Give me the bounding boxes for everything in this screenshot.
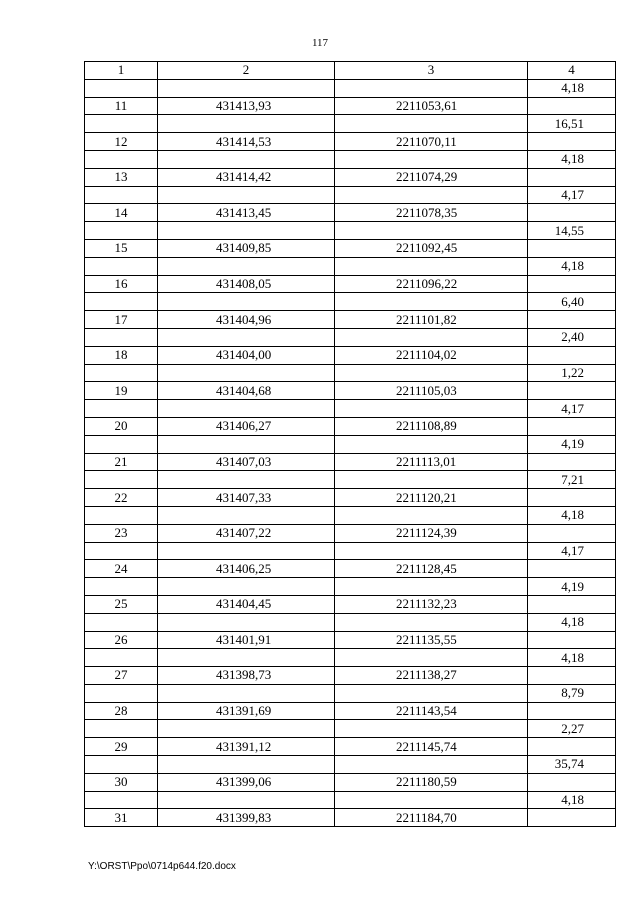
x-coordinate-cell bbox=[158, 506, 335, 524]
distance-cell: 16,51 bbox=[528, 115, 616, 133]
table-row bbox=[85, 150, 616, 168]
point-number-cell bbox=[85, 756, 158, 774]
distance-cell bbox=[528, 97, 616, 115]
y-coordinate-cell: 2211104,02 bbox=[335, 346, 528, 364]
distance-cell: 6,40 bbox=[528, 293, 616, 311]
table-header-row bbox=[85, 62, 616, 80]
distance-cell: 1,22 bbox=[528, 364, 616, 382]
x-coordinate-cell bbox=[158, 328, 335, 346]
point-number-cell bbox=[85, 613, 158, 631]
distance-cell: 4,18 bbox=[528, 257, 616, 275]
point-number-cell bbox=[85, 435, 158, 453]
distance-cell: 4,17 bbox=[528, 400, 616, 418]
x-coordinate-cell: 431407,33 bbox=[158, 489, 335, 507]
distance-cell: 4,18 bbox=[528, 613, 616, 631]
point-number-cell bbox=[85, 257, 158, 275]
table-row bbox=[85, 346, 616, 364]
table-row bbox=[85, 684, 616, 702]
x-coordinate-cell: 431404,00 bbox=[158, 346, 335, 364]
table-row bbox=[85, 328, 616, 346]
distance-cell bbox=[528, 168, 616, 186]
table-row bbox=[85, 168, 616, 186]
point-number-cell bbox=[85, 79, 158, 97]
x-coordinate-cell bbox=[158, 578, 335, 596]
distance-cell bbox=[528, 595, 616, 613]
y-coordinate-cell: 2211096,22 bbox=[335, 275, 528, 293]
distance-cell bbox=[528, 702, 616, 720]
point-number-cell: 16 bbox=[85, 275, 158, 293]
table-row bbox=[85, 239, 616, 257]
table-row bbox=[85, 453, 616, 471]
distance-cell: 4,17 bbox=[528, 186, 616, 204]
distance-cell bbox=[528, 809, 616, 827]
table-row bbox=[85, 489, 616, 507]
distance-cell: 2,40 bbox=[528, 328, 616, 346]
x-coordinate-cell: 431391,69 bbox=[158, 702, 335, 720]
x-coordinate-cell: 431414,53 bbox=[158, 133, 335, 151]
x-coordinate-cell: 431409,85 bbox=[158, 239, 335, 257]
y-coordinate-cell: 2211070,11 bbox=[335, 133, 528, 151]
table-row bbox=[85, 809, 616, 827]
y-coordinate-cell: 2211120,21 bbox=[335, 489, 528, 507]
x-coordinate-cell: 431407,22 bbox=[158, 524, 335, 542]
point-number-cell bbox=[85, 684, 158, 702]
y-coordinate-cell bbox=[335, 435, 528, 453]
y-coordinate-cell bbox=[335, 257, 528, 275]
table-row bbox=[85, 542, 616, 560]
y-coordinate-cell: 2211135,55 bbox=[335, 631, 528, 649]
point-number-cell: 18 bbox=[85, 346, 158, 364]
x-coordinate-cell bbox=[158, 684, 335, 702]
point-number-cell bbox=[85, 364, 158, 382]
distance-cell: 4,18 bbox=[528, 506, 616, 524]
table-row bbox=[85, 560, 616, 578]
y-coordinate-cell: 2211138,27 bbox=[335, 667, 528, 685]
column-header: 1 bbox=[85, 62, 158, 80]
table-row bbox=[85, 524, 616, 542]
x-coordinate-cell: 431413,93 bbox=[158, 97, 335, 115]
point-number-cell: 19 bbox=[85, 382, 158, 400]
distance-cell bbox=[528, 417, 616, 435]
x-coordinate-cell bbox=[158, 79, 335, 97]
y-coordinate-cell bbox=[335, 400, 528, 418]
distance-cell bbox=[528, 453, 616, 471]
file-path-footer: Y:\ORST\Ppo\0714p644.f20.docx bbox=[88, 861, 236, 872]
table-row bbox=[85, 293, 616, 311]
point-number-cell: 11 bbox=[85, 97, 158, 115]
point-number-cell: 24 bbox=[85, 560, 158, 578]
point-number-cell: 25 bbox=[85, 595, 158, 613]
y-coordinate-cell: 2211074,29 bbox=[335, 168, 528, 186]
y-coordinate-cell bbox=[335, 328, 528, 346]
y-coordinate-cell bbox=[335, 186, 528, 204]
y-coordinate-cell bbox=[335, 506, 528, 524]
y-coordinate-cell: 2211101,82 bbox=[335, 311, 528, 329]
x-coordinate-cell bbox=[158, 400, 335, 418]
table-row bbox=[85, 702, 616, 720]
table-row bbox=[85, 79, 616, 97]
distance-cell: 35,74 bbox=[528, 756, 616, 774]
y-coordinate-cell: 2211143,54 bbox=[335, 702, 528, 720]
x-coordinate-cell bbox=[158, 791, 335, 809]
distance-cell bbox=[528, 275, 616, 293]
distance-cell: 4,18 bbox=[528, 791, 616, 809]
coordinates-table bbox=[84, 61, 615, 827]
table-row bbox=[85, 613, 616, 631]
point-number-cell bbox=[85, 542, 158, 560]
table-row bbox=[85, 400, 616, 418]
y-coordinate-cell: 2211053,61 bbox=[335, 97, 528, 115]
table-body bbox=[85, 79, 616, 826]
x-coordinate-cell: 431391,12 bbox=[158, 738, 335, 756]
x-coordinate-cell: 431407,03 bbox=[158, 453, 335, 471]
table-row bbox=[85, 649, 616, 667]
x-coordinate-cell: 431408,05 bbox=[158, 275, 335, 293]
y-coordinate-cell: 2211180,59 bbox=[335, 773, 528, 791]
distance-cell: 4,19 bbox=[528, 578, 616, 596]
x-coordinate-cell bbox=[158, 542, 335, 560]
x-coordinate-cell bbox=[158, 756, 335, 774]
table-row bbox=[85, 773, 616, 791]
distance-cell bbox=[528, 204, 616, 222]
table-row bbox=[85, 222, 616, 240]
point-number-cell: 14 bbox=[85, 204, 158, 222]
point-number-cell bbox=[85, 720, 158, 738]
x-coordinate-cell: 431398,73 bbox=[158, 667, 335, 685]
y-coordinate-cell bbox=[335, 115, 528, 133]
table-row bbox=[85, 417, 616, 435]
x-coordinate-cell bbox=[158, 293, 335, 311]
point-number-cell bbox=[85, 328, 158, 346]
distance-cell bbox=[528, 560, 616, 578]
y-coordinate-cell bbox=[335, 293, 528, 311]
x-coordinate-cell bbox=[158, 613, 335, 631]
y-coordinate-cell bbox=[335, 150, 528, 168]
table-row bbox=[85, 578, 616, 596]
column-header: 2 bbox=[158, 62, 335, 80]
table-row bbox=[85, 435, 616, 453]
x-coordinate-cell bbox=[158, 186, 335, 204]
x-coordinate-cell: 431413,45 bbox=[158, 204, 335, 222]
table-row bbox=[85, 631, 616, 649]
column-header: 4 bbox=[528, 62, 616, 80]
x-coordinate-cell: 431401,91 bbox=[158, 631, 335, 649]
y-coordinate-cell bbox=[335, 684, 528, 702]
distance-cell bbox=[528, 311, 616, 329]
y-coordinate-cell bbox=[335, 222, 528, 240]
x-coordinate-cell bbox=[158, 257, 335, 275]
y-coordinate-cell: 2211092,45 bbox=[335, 239, 528, 257]
point-number-cell: 29 bbox=[85, 738, 158, 756]
x-coordinate-cell: 431406,25 bbox=[158, 560, 335, 578]
table-row bbox=[85, 186, 616, 204]
distance-cell bbox=[528, 524, 616, 542]
y-coordinate-cell bbox=[335, 756, 528, 774]
y-coordinate-cell: 2211108,89 bbox=[335, 417, 528, 435]
x-coordinate-cell bbox=[158, 150, 335, 168]
y-coordinate-cell bbox=[335, 720, 528, 738]
y-coordinate-cell bbox=[335, 649, 528, 667]
y-coordinate-cell bbox=[335, 791, 528, 809]
x-coordinate-cell: 431399,83 bbox=[158, 809, 335, 827]
x-coordinate-cell bbox=[158, 649, 335, 667]
y-coordinate-cell: 2211128,45 bbox=[335, 560, 528, 578]
point-number-cell bbox=[85, 222, 158, 240]
point-number-cell: 31 bbox=[85, 809, 158, 827]
y-coordinate-cell bbox=[335, 79, 528, 97]
y-coordinate-cell: 2211132,23 bbox=[335, 595, 528, 613]
x-coordinate-cell: 431404,45 bbox=[158, 595, 335, 613]
point-number-cell bbox=[85, 293, 158, 311]
table-row bbox=[85, 311, 616, 329]
point-number-cell: 28 bbox=[85, 702, 158, 720]
y-coordinate-cell: 2211105,03 bbox=[335, 382, 528, 400]
point-number-cell: 21 bbox=[85, 453, 158, 471]
table-row bbox=[85, 667, 616, 685]
y-coordinate-cell bbox=[335, 471, 528, 489]
table-row bbox=[85, 791, 616, 809]
x-coordinate-cell: 431414,42 bbox=[158, 168, 335, 186]
point-number-cell bbox=[85, 506, 158, 524]
x-coordinate-cell bbox=[158, 435, 335, 453]
distance-cell bbox=[528, 489, 616, 507]
y-coordinate-cell bbox=[335, 364, 528, 382]
point-number-cell bbox=[85, 578, 158, 596]
distance-cell bbox=[528, 133, 616, 151]
distance-cell bbox=[528, 773, 616, 791]
table-row bbox=[85, 97, 616, 115]
x-coordinate-cell bbox=[158, 364, 335, 382]
y-coordinate-cell: 2211113,01 bbox=[335, 453, 528, 471]
table-row bbox=[85, 204, 616, 222]
column-header: 3 bbox=[335, 62, 528, 80]
distance-cell: 7,21 bbox=[528, 471, 616, 489]
distance-cell: 4,17 bbox=[528, 542, 616, 560]
point-number-cell bbox=[85, 186, 158, 204]
page-number: 117 bbox=[311, 37, 329, 49]
table-row bbox=[85, 257, 616, 275]
point-number-cell bbox=[85, 471, 158, 489]
point-number-cell: 20 bbox=[85, 417, 158, 435]
table-row bbox=[85, 382, 616, 400]
point-number-cell: 15 bbox=[85, 239, 158, 257]
table-row bbox=[85, 364, 616, 382]
distance-cell bbox=[528, 738, 616, 756]
table-row bbox=[85, 275, 616, 293]
distance-cell bbox=[528, 346, 616, 364]
table-row bbox=[85, 471, 616, 489]
table-row bbox=[85, 133, 616, 151]
y-coordinate-cell bbox=[335, 542, 528, 560]
point-number-cell: 30 bbox=[85, 773, 158, 791]
point-number-cell bbox=[85, 649, 158, 667]
table-row bbox=[85, 595, 616, 613]
distance-cell: 8,79 bbox=[528, 684, 616, 702]
y-coordinate-cell: 2211078,35 bbox=[335, 204, 528, 222]
point-number-cell bbox=[85, 115, 158, 133]
distance-cell: 14,55 bbox=[528, 222, 616, 240]
distance-cell: 4,19 bbox=[528, 435, 616, 453]
table-row bbox=[85, 720, 616, 738]
point-number-cell: 27 bbox=[85, 667, 158, 685]
point-number-cell bbox=[85, 791, 158, 809]
x-coordinate-cell: 431406,27 bbox=[158, 417, 335, 435]
table-row bbox=[85, 756, 616, 774]
y-coordinate-cell: 2211184,70 bbox=[335, 809, 528, 827]
table-row bbox=[85, 506, 616, 524]
distance-cell bbox=[528, 667, 616, 685]
point-number-cell: 23 bbox=[85, 524, 158, 542]
x-coordinate-cell: 431399,06 bbox=[158, 773, 335, 791]
table-row bbox=[85, 738, 616, 756]
distance-cell: 4,18 bbox=[528, 150, 616, 168]
y-coordinate-cell bbox=[335, 613, 528, 631]
x-coordinate-cell: 431404,96 bbox=[158, 311, 335, 329]
distance-cell bbox=[528, 631, 616, 649]
y-coordinate-cell: 2211145,74 bbox=[335, 738, 528, 756]
distance-cell: 4,18 bbox=[528, 649, 616, 667]
y-coordinate-cell: 2211124,39 bbox=[335, 524, 528, 542]
distance-cell: 4,18 bbox=[528, 79, 616, 97]
x-coordinate-cell bbox=[158, 471, 335, 489]
table-row bbox=[85, 115, 616, 133]
point-number-cell: 12 bbox=[85, 133, 158, 151]
point-number-cell: 26 bbox=[85, 631, 158, 649]
x-coordinate-cell bbox=[158, 222, 335, 240]
point-number-cell: 22 bbox=[85, 489, 158, 507]
distance-cell bbox=[528, 382, 616, 400]
point-number-cell bbox=[85, 150, 158, 168]
x-coordinate-cell bbox=[158, 720, 335, 738]
point-number-cell: 13 bbox=[85, 168, 158, 186]
x-coordinate-cell: 431404,68 bbox=[158, 382, 335, 400]
distance-cell: 2,27 bbox=[528, 720, 616, 738]
y-coordinate-cell bbox=[335, 578, 528, 596]
point-number-cell bbox=[85, 400, 158, 418]
point-number-cell: 17 bbox=[85, 311, 158, 329]
distance-cell bbox=[528, 239, 616, 257]
x-coordinate-cell bbox=[158, 115, 335, 133]
